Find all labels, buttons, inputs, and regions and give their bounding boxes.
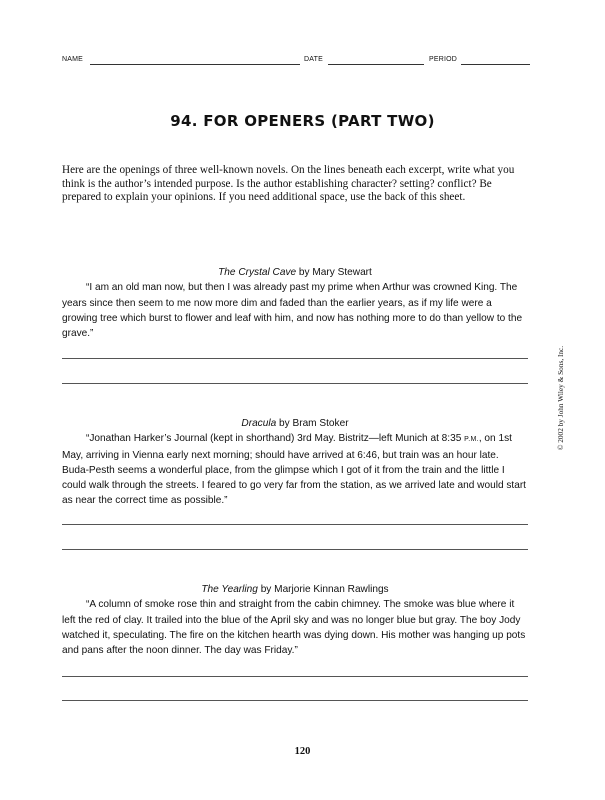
- name-line[interactable]: [90, 64, 300, 65]
- answer-line[interactable]: [62, 549, 528, 550]
- excerpt-text: [62, 431, 528, 508]
- excerpt-text-part: “Jonathan Harker’s Journal (kept in shorthand) 3rd May. Bistritz—left Munich at 8:35: [86, 433, 465, 445]
- excerpt-text-part: , on 1st May, arriving in Vienna early next morning; should have arrived at 6:46, but train was an hour late. Buda-Pesth seems a wonderful place, from the glimpse which I got of it from the train and the little I could walk through the streets. I feared to go very far from the station, as we arrived late and would start as near the correct time as possible.”: [62, 433, 526, 507]
- period-line[interactable]: [461, 64, 530, 65]
- instructions: Here are the openings of three well-known novels. On the lines beneath each excerpt, write what you think is the author’s intended purpose. Is the author establishing character? setting? conflict? Be prepared to explain your opinions. If you need additional space, use the back of this sheet.: [62, 164, 515, 204]
- answer-line[interactable]: [62, 383, 528, 384]
- book-author: by Marjorie Kinnan Rawlings: [257, 584, 389, 595]
- student-header: [62, 54, 530, 68]
- excerpt-heading: [62, 582, 528, 597]
- answer-line[interactable]: [62, 524, 528, 525]
- date-line[interactable]: [328, 64, 424, 65]
- period-label: PERIOD: [429, 56, 458, 63]
- excerpt-text: “A column of smoke rose thin and straight from the cabin chimney. The smoke was blue where it left the red of clay. It trailed into the blue of the April sky and was no longer blue but gray. The boy Jody watched it, speculating. The fire on the kitchen hearth was dying down. His mother was hanging up pots and pans after the noon dinner. The day was Friday.”: [62, 599, 526, 657]
- date-label: DATE: [304, 56, 323, 63]
- excerpt-heading: [62, 416, 528, 431]
- page-number: 120: [294, 746, 311, 757]
- answer-line[interactable]: [62, 700, 528, 701]
- book-author: by Bram Stoker: [276, 418, 349, 429]
- book-title: Dracula: [241, 418, 277, 429]
- answer-line[interactable]: [62, 676, 528, 677]
- excerpt-dracula: [62, 416, 528, 509]
- book-author: by Mary Stewart: [296, 267, 372, 278]
- excerpt-crystal-cave: [62, 265, 528, 341]
- page-title: 94. FOR OPENERS (PART TWO): [170, 112, 435, 130]
- copyright-notice: © 2002 by John Wiley & Sons, Inc.: [556, 345, 565, 451]
- excerpt-text: “I am an old man now, but then I was already past my prime when Arthur was crowned King. The years since then seem to me now more dim and faded than the earlier years, as if my life were a growing tree which burst to flower and leaf with him, and now has nothing more to do than yellow to the grave.”: [62, 282, 523, 340]
- name-label: NAME: [62, 56, 84, 63]
- book-title: The Crystal Cave: [218, 267, 297, 278]
- book-title: The Yearling: [201, 584, 258, 595]
- answer-line[interactable]: [62, 358, 528, 359]
- excerpt-heading: [62, 265, 528, 280]
- excerpt-yearling: [62, 582, 528, 658]
- time-abbrev: P.M.: [464, 436, 479, 444]
